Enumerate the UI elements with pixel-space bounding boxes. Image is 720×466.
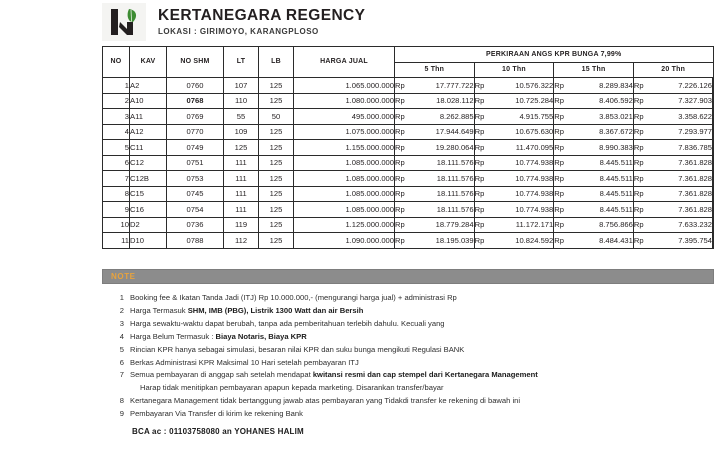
cell-angsuran-5thn: 17.944.649 (434, 124, 474, 140)
cell-harga-jual: 1.090.000.000 (294, 233, 395, 249)
cell-harga-jual: 1.075.000.000 (294, 124, 395, 140)
col-head-group-kpr: PERKIRAAN ANGS KPR BUNGA 7,99% (395, 47, 714, 63)
cell-no-shm: 0745 (167, 186, 224, 202)
cell-harga-jual: 1.085.000.000 (294, 155, 395, 171)
cell-lb: 125 (259, 93, 294, 109)
cell-no-shm: 0760 (167, 78, 224, 94)
cell-currency-10thn: Rp (474, 140, 514, 156)
kpr-price-table (102, 46, 714, 249)
table-row (103, 155, 714, 171)
table-row (103, 202, 714, 218)
note-item-text: Harap tidak menitipkan pembayaran apapun kepada marketing. Disarankan transfer/bayar (140, 383, 444, 393)
cell-lt: 107 (224, 78, 259, 94)
cell-angsuran-10thn: 10.774.938 (514, 202, 554, 218)
cell-angsuran-10thn: 10.725.284 (514, 93, 554, 109)
table-row (103, 124, 714, 140)
cell-currency-20thn: Rp (633, 233, 673, 249)
cell-currency-5thn: Rp (395, 140, 435, 156)
cell-currency-15thn: Rp (554, 186, 594, 202)
cell-lb: 50 (259, 109, 294, 125)
cell-lt: 111 (224, 171, 259, 187)
cell-angsuran-20thn: 7.836.785 (673, 140, 713, 156)
cell-no: 5 (103, 140, 130, 156)
bank-account-line: BCA ac : 01103758080 an YOHANES HALIM (132, 427, 304, 436)
table-header-row-1 (103, 47, 714, 63)
table-head (103, 47, 714, 78)
cell-lt: 125 (224, 140, 259, 156)
cell-no-shm: 0751 (167, 155, 224, 171)
cell-lb: 125 (259, 171, 294, 187)
cell-lb: 125 (259, 233, 294, 249)
cell-currency-5thn: Rp (395, 186, 435, 202)
cell-no: 11 (103, 233, 130, 249)
note-item-text: Harga Termasuk SHM, IMB (PBG), Listrik 1300 Watt dan air Bersih (130, 305, 364, 315)
cell-harga-jual: 1.065.000.000 (294, 78, 395, 94)
cell-currency-20thn: Rp (633, 78, 673, 94)
cell-currency-10thn: Rp (474, 155, 514, 171)
col-head-tenor-5thn: 5 Thn (395, 62, 475, 78)
cell-harga-jual: 1.085.000.000 (294, 186, 395, 202)
cell-kav: D10 (130, 233, 167, 249)
note-item (102, 292, 714, 305)
cell-no-shm: 0749 (167, 140, 224, 156)
note-item-number: 5 (119, 344, 124, 354)
note-item-text: Pembayaran Via Transfer di kirim ke rekening Bank (130, 409, 303, 419)
cell-angsuran-20thn: 3.358.622 (673, 109, 713, 125)
note-item-number: 3 (119, 318, 124, 328)
note-list (102, 292, 714, 421)
cell-angsuran-10thn: 10.774.938 (514, 186, 554, 202)
cell-currency-10thn: Rp (474, 217, 514, 233)
table-row (103, 78, 714, 94)
cell-angsuran-10thn: 4.915.755 (514, 109, 554, 125)
table-row (103, 233, 714, 249)
cell-lb: 125 (259, 124, 294, 140)
note-item (102, 382, 714, 395)
cell-currency-15thn: Rp (554, 202, 594, 218)
note-label: NOTE (111, 272, 136, 281)
cell-no: 4 (103, 124, 130, 140)
note-item (102, 344, 714, 357)
cell-currency-5thn: Rp (395, 124, 435, 140)
cell-lb: 125 (259, 202, 294, 218)
cell-currency-20thn: Rp (633, 140, 673, 156)
cell-currency-10thn: Rp (474, 78, 514, 94)
cell-angsuran-15thn: 8.445.511 (594, 202, 634, 218)
cell-kav: A2 (130, 78, 167, 94)
cell-currency-20thn: Rp (633, 109, 673, 125)
cell-angsuran-15thn: 8.990.383 (594, 140, 634, 156)
cell-currency-10thn: Rp (474, 124, 514, 140)
cell-angsuran-15thn: 3.853.021 (594, 109, 634, 125)
note-item-text: Rincian KPR hanya sebagai simulasi, besaran nilai KPR dan suku bunga mengikuti Regulasi BANK (130, 344, 465, 354)
note-item-text: Harga sewaktu-waktu dapat berubah, tanpa ada pemberitahuan terlebih dahulu. Kecuali yang (130, 318, 445, 328)
cell-currency-15thn: Rp (554, 155, 594, 171)
col-head-tenor-20thn: 20 Thn (633, 62, 713, 78)
note-item (102, 331, 714, 344)
brand-header (102, 2, 712, 42)
cell-angsuran-15thn: 8.484.431 (594, 233, 634, 249)
cell-no-shm: 0736 (167, 217, 224, 233)
cell-angsuran-10thn: 10.675.630 (514, 124, 554, 140)
cell-angsuran-5thn: 19.280.064 (434, 140, 474, 156)
cell-currency-20thn: Rp (633, 171, 673, 187)
note-item (102, 395, 714, 408)
table-body (103, 78, 714, 249)
cell-currency-20thn: Rp (633, 155, 673, 171)
cell-currency-20thn: Rp (633, 93, 673, 109)
cell-angsuran-15thn: 8.756.866 (594, 217, 634, 233)
cell-no: 1 (103, 78, 130, 94)
note-item-number: 7 (119, 370, 124, 380)
cell-harga-jual: 1.125.000.000 (294, 217, 395, 233)
cell-currency-10thn: Rp (474, 171, 514, 187)
cell-currency-5thn: Rp (395, 93, 435, 109)
cell-currency-5thn: Rp (395, 78, 435, 94)
cell-lb: 125 (259, 186, 294, 202)
table-row (103, 217, 714, 233)
note-item-number: 8 (119, 396, 124, 406)
cell-angsuran-10thn: 11.172.171 (514, 217, 554, 233)
page-title: KERTANEGARA REGENCY (158, 7, 366, 25)
cell-angsuran-5thn: 18.111.576 (434, 202, 474, 218)
cell-no-shm: 0788 (167, 233, 224, 249)
cell-currency-10thn: Rp (474, 186, 514, 202)
cell-currency-5thn: Rp (395, 171, 435, 187)
kpr-table-container (102, 46, 714, 249)
cell-kav: A12 (130, 124, 167, 140)
cell-currency-15thn: Rp (554, 109, 594, 125)
cell-angsuran-5thn: 8.262.885 (434, 109, 474, 125)
cell-currency-15thn: Rp (554, 140, 594, 156)
cell-currency-10thn: Rp (474, 109, 514, 125)
cell-no: 8 (103, 186, 130, 202)
cell-angsuran-20thn: 7.361.828 (673, 186, 713, 202)
cell-no: 9 (103, 202, 130, 218)
col-head-no: NO (103, 47, 130, 78)
cell-angsuran-20thn: 7.361.828 (673, 171, 713, 187)
cell-kav: C11 (130, 140, 167, 156)
cell-kav: A10 (130, 93, 167, 109)
cell-no-shm: 0768 (167, 93, 224, 109)
cell-currency-5thn: Rp (395, 233, 435, 249)
cell-currency-20thn: Rp (633, 186, 673, 202)
cell-harga-jual: 1.080.000.000 (294, 93, 395, 109)
table-row (103, 186, 714, 202)
col-head-no-shm: NO SHM (167, 47, 224, 78)
note-item-number: 6 (119, 357, 124, 367)
note-item (102, 408, 714, 421)
cell-kav: A11 (130, 109, 167, 125)
cell-angsuran-20thn: 7.293.977 (673, 124, 713, 140)
note-item-text: Berkas Administrasi KPR Maksimal 10 Hari setelah pembayaran ITJ (130, 357, 359, 367)
cell-no-shm: 0769 (167, 109, 224, 125)
cell-angsuran-5thn: 18.195.039 (434, 233, 474, 249)
cell-angsuran-20thn: 7.361.828 (673, 202, 713, 218)
cell-angsuran-15thn: 8.445.511 (594, 171, 634, 187)
cell-harga-jual: 495.000.000 (294, 109, 395, 125)
cell-currency-20thn: Rp (633, 217, 673, 233)
cell-currency-5thn: Rp (395, 202, 435, 218)
table-row (103, 109, 714, 125)
table-row (103, 171, 714, 187)
cell-angsuran-15thn: 8.406.592 (594, 93, 634, 109)
note-item (102, 305, 714, 318)
cell-currency-20thn: Rp (633, 202, 673, 218)
cell-angsuran-10thn: 10.774.938 (514, 155, 554, 171)
note-item-text: Kertanegara Management tidak bertanggung jawab atas pembayaran yang Tidakdi transfer ke rekening di bawah ini (130, 396, 521, 406)
note-section-bar (102, 269, 714, 284)
col-head-kav: KAV (130, 47, 167, 78)
table-row (103, 140, 714, 156)
cell-lb: 125 (259, 140, 294, 156)
cell-angsuran-10thn: 10.576.322 (514, 78, 554, 94)
cell-lb: 125 (259, 155, 294, 171)
cell-currency-15thn: Rp (554, 93, 594, 109)
cell-kav: D2 (130, 217, 167, 233)
cell-no: 2 (103, 93, 130, 109)
note-item-number: 1 (119, 293, 124, 302)
cell-kav: C12 (130, 155, 167, 171)
cell-angsuran-5thn: 18.111.576 (434, 155, 474, 171)
cell-harga-jual: 1.085.000.000 (294, 202, 395, 218)
cell-currency-10thn: Rp (474, 202, 514, 218)
note-item-text: Semua pembayaran di anggap sah setelah mendapat kwitansi resmi dan cap stempel dari Kertanegara Management (130, 370, 538, 380)
cell-angsuran-15thn: 8.367.672 (594, 124, 634, 140)
cell-angsuran-10thn: 11.470.095 (514, 140, 554, 156)
table-row (103, 93, 714, 109)
cell-currency-5thn: Rp (395, 217, 435, 233)
cell-currency-5thn: Rp (395, 109, 435, 125)
cell-angsuran-20thn: 7.226.126 (673, 78, 713, 94)
cell-angsuran-15thn: 8.445.511 (594, 155, 634, 171)
col-head-lb: LB (259, 47, 294, 78)
note-item (102, 357, 714, 370)
cell-angsuran-5thn: 18.111.576 (434, 171, 474, 187)
cell-no: 3 (103, 109, 130, 125)
cell-angsuran-5thn: 18.779.284 (434, 217, 474, 233)
cell-lt: 109 (224, 124, 259, 140)
note-item-number: 4 (119, 331, 124, 341)
cell-angsuran-5thn: 18.028.112 (434, 93, 474, 109)
cell-currency-10thn: Rp (474, 233, 514, 249)
cell-lt: 111 (224, 155, 259, 171)
cell-angsuran-10thn: 10.824.592 (514, 233, 554, 249)
cell-lt: 110 (224, 93, 259, 109)
cell-kav: C15 (130, 186, 167, 202)
note-item (102, 369, 714, 382)
cell-angsuran-5thn: 17.777.722 (434, 78, 474, 94)
cell-lb: 125 (259, 78, 294, 94)
cell-lt: 55 (224, 109, 259, 125)
cell-no-shm: 0753 (167, 171, 224, 187)
cell-lt: 119 (224, 217, 259, 233)
kertanegara-leaf-k-logo (102, 3, 146, 41)
col-head-tenor-10thn: 10 Thn (474, 62, 554, 78)
cell-angsuran-10thn: 10.774.938 (514, 171, 554, 187)
cell-currency-5thn: Rp (395, 155, 435, 171)
cell-currency-15thn: Rp (554, 78, 594, 94)
cell-no: 10 (103, 217, 130, 233)
cell-currency-10thn: Rp (474, 93, 514, 109)
cell-angsuran-20thn: 7.395.754 (673, 233, 713, 249)
cell-angsuran-20thn: 7.327.903 (673, 93, 713, 109)
cell-angsuran-20thn: 7.361.828 (673, 155, 713, 171)
cell-harga-jual: 1.085.000.000 (294, 171, 395, 187)
note-item-number: 2 (119, 305, 124, 315)
cell-no: 6 (103, 155, 130, 171)
note-item-number: 9 (119, 409, 124, 419)
col-head-lt: LT (224, 47, 259, 78)
cell-lt: 111 (224, 186, 259, 202)
note-item-text: Harga Belum Termasuk : Biaya Notaris, Biaya KPR (130, 331, 307, 341)
cell-lt: 112 (224, 233, 259, 249)
cell-lb: 125 (259, 217, 294, 233)
brand-text-block (158, 8, 365, 36)
cell-currency-15thn: Rp (554, 217, 594, 233)
location-subtitle: LOKASI : GIRIMOYO, KARANGPLOSO (158, 26, 319, 36)
col-head-harga-jual: HARGA JUAL (294, 47, 395, 78)
cell-currency-15thn: Rp (554, 124, 594, 140)
cell-kav: C16 (130, 202, 167, 218)
note-item (102, 318, 714, 331)
cell-angsuran-15thn: 8.289.834 (594, 78, 634, 94)
cell-kav: C12B (130, 171, 167, 187)
cell-no: 7 (103, 171, 130, 187)
cell-angsuran-5thn: 18.111.576 (434, 186, 474, 202)
cell-currency-15thn: Rp (554, 171, 594, 187)
cell-no-shm: 0770 (167, 124, 224, 140)
cell-no-shm: 0754 (167, 202, 224, 218)
cell-angsuran-20thn: 7.633.232 (673, 217, 713, 233)
cell-angsuran-15thn: 8.445.511 (594, 186, 634, 202)
cell-lt: 111 (224, 202, 259, 218)
cell-currency-20thn: Rp (633, 124, 673, 140)
col-head-tenor-15thn: 15 Thn (554, 62, 634, 78)
cell-harga-jual: 1.155.000.000 (294, 140, 395, 156)
cell-currency-15thn: Rp (554, 233, 594, 249)
note-item-text: Booking fee & Ikatan Tanda Jadi (ITJ) Rp 10.000.000,- (mengurangi harga jual) + administrasi Rp (130, 293, 457, 302)
